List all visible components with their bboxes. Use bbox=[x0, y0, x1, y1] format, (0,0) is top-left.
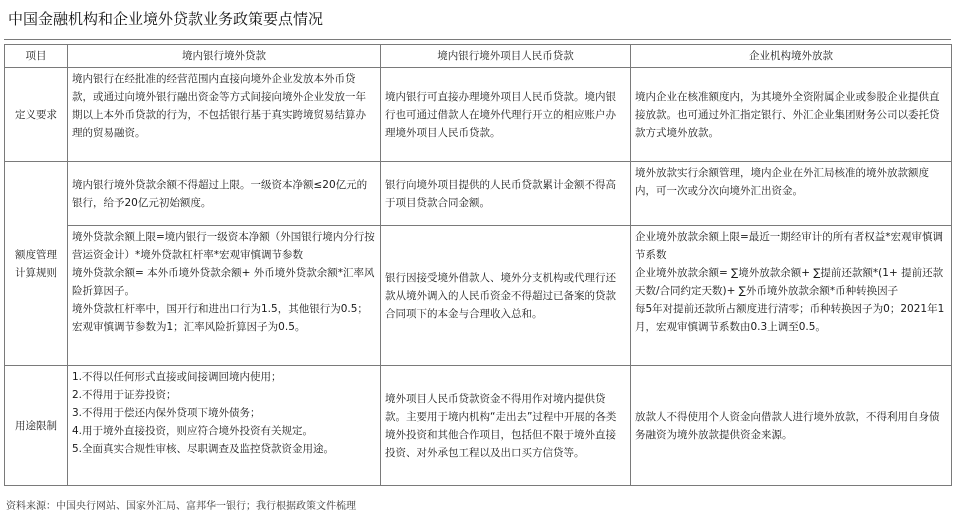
cell-definition-col3: 境内企业在核准额度内，为其境外全资附属企业或参股企业提供直接放款。也可通过外汇指定银行、外汇企业集团财务公司以委托贷款方式境外放款。 bbox=[631, 68, 952, 162]
row-definition bbox=[5, 68, 952, 162]
quota-formula-line: 境外贷款杠杆率中，国开行和进出口行为1.5，其他银行为0.5；宏观审慎调节参数为1；汇率风险折算因子为0.5。 bbox=[72, 303, 368, 333]
quota-formula-line: 境外贷款余额上限=境内银行一级资本净额（外国银行境内分行按营运资金计）*境外贷款杠杆率*宏观审慎调节参数 bbox=[72, 231, 375, 261]
row-quota-bottom bbox=[5, 226, 952, 366]
usage-rule: 3.不得用于偿还内保外贷项下境外债务； bbox=[72, 407, 261, 419]
usage-rule: 4.用于境外直接投资，则应符合境外投资有关规定。 bbox=[72, 425, 314, 437]
cell-usage-col2: 境外项目人民币贷款资金不得用作对境内提供贷款。主要用于境内机构“走出去”过程中开展的各类境外投资和其他合作项目，包括但不限于境外直接投资、对外承包工程以及出口买方信贷等。 bbox=[381, 366, 631, 486]
enterprise-formula-line: 企业境外放款余额上限=最近一期经审计的所有者权益*宏观审慎调节系数 bbox=[635, 231, 944, 261]
cell-quota-top-col3: 境外放款实行余额管理，境内企业在外汇局核准的境外放款额度内，可一次或分次向境外汇出资金。 bbox=[631, 162, 952, 226]
row-quota-top bbox=[5, 162, 952, 226]
cell-usage-col1 bbox=[68, 366, 381, 486]
cell-definition-col1: 境内银行在经批准的经营范围内直接向境外企业发放本外币贷款，或通过向境外银行融出资金等方式间接向境外企业发放一年期以上本外币贷款的行为，不包括银行基于真实跨境贸易结算办理的贸易融资。 bbox=[68, 68, 381, 162]
cell-usage-col3: 放款人不得使用个人资金向借款人进行境外放款，不得利用自身债务融资为境外放款提供资金来源。 bbox=[631, 366, 952, 486]
cell-quota-bottom-col3 bbox=[631, 226, 952, 366]
policy-table bbox=[4, 44, 952, 486]
enterprise-formula-line: 每5年对提前还款所占额度进行清零；币种转换因子为0；2021年1月，宏观审慎调节系数由0.3上调至0.5。 bbox=[635, 303, 945, 333]
source-note: 资料来源：中国央行网站、国家外汇局、富邦华一银行；我行根据政策文件梳理 bbox=[6, 501, 356, 512]
row-label-quota bbox=[5, 162, 68, 366]
header-row bbox=[5, 45, 952, 68]
header-enterprise-lending: 企业机构境外放款 bbox=[631, 45, 952, 68]
header-item: 项目 bbox=[5, 45, 68, 68]
cell-quota-bottom-col2: 银行因接受境外借款人、境外分支机构或代理行还款从境外调入的人民币资金不得超过已备案的贷款合同项下的本金与合理收入总和。 bbox=[381, 226, 631, 366]
cell-definition-col2: 境内银行可直接办理境外项目人民币贷款。境内银行也可通过借款人在境外代理行开立的相应账户办理境外项目人民币贷款。 bbox=[381, 68, 631, 162]
usage-rule: 1.不得以任何形式直接或间接调回境内使用； bbox=[72, 371, 282, 383]
row-label-usage: 用途限制 bbox=[5, 366, 68, 486]
page-title: 中国金融机构和企业境外贷款业务政策要点情况 bbox=[8, 10, 324, 28]
usage-rule: 2.不得用于证券投资； bbox=[72, 389, 177, 401]
row-usage bbox=[5, 366, 952, 486]
enterprise-formula-line: 企业境外放款余额= ∑境外放款余额+ ∑提前还款额*(1+ 提前还款天数/合同约定天数)+ ∑外币境外放款余额*币种转换因子 bbox=[635, 267, 944, 297]
header-rmb-project-loan: 境内银行境外项目人民币贷款 bbox=[381, 45, 631, 68]
cell-quota-top-col1: 境内银行境外贷款余额不得超过上限。一级资本净额≤20亿元的银行，给予20亿元初始额度。 bbox=[68, 162, 381, 226]
row-label-definition: 定义要求 bbox=[5, 68, 68, 162]
quota-formula-line: 境外贷款余额= 本外币境外贷款余额+ 外币境外贷款余额*汇率风险折算因子。 bbox=[72, 267, 375, 297]
row-label-quota-line1: 额度管理 bbox=[15, 248, 57, 261]
top-divider bbox=[4, 39, 951, 40]
header-domestic-bank-loan: 境内银行境外贷款 bbox=[68, 45, 381, 68]
usage-rule: 5.全面真实合规性审核、尽职调查及监控贷款资金用途。 bbox=[72, 443, 335, 455]
cell-quota-bottom-col1 bbox=[68, 226, 381, 366]
cell-quota-top-col2: 银行向境外项目提供的人民币贷款累计金额不得高于项目贷款合同金额。 bbox=[381, 162, 631, 226]
row-label-quota-line2: 计算规则 bbox=[15, 266, 57, 279]
